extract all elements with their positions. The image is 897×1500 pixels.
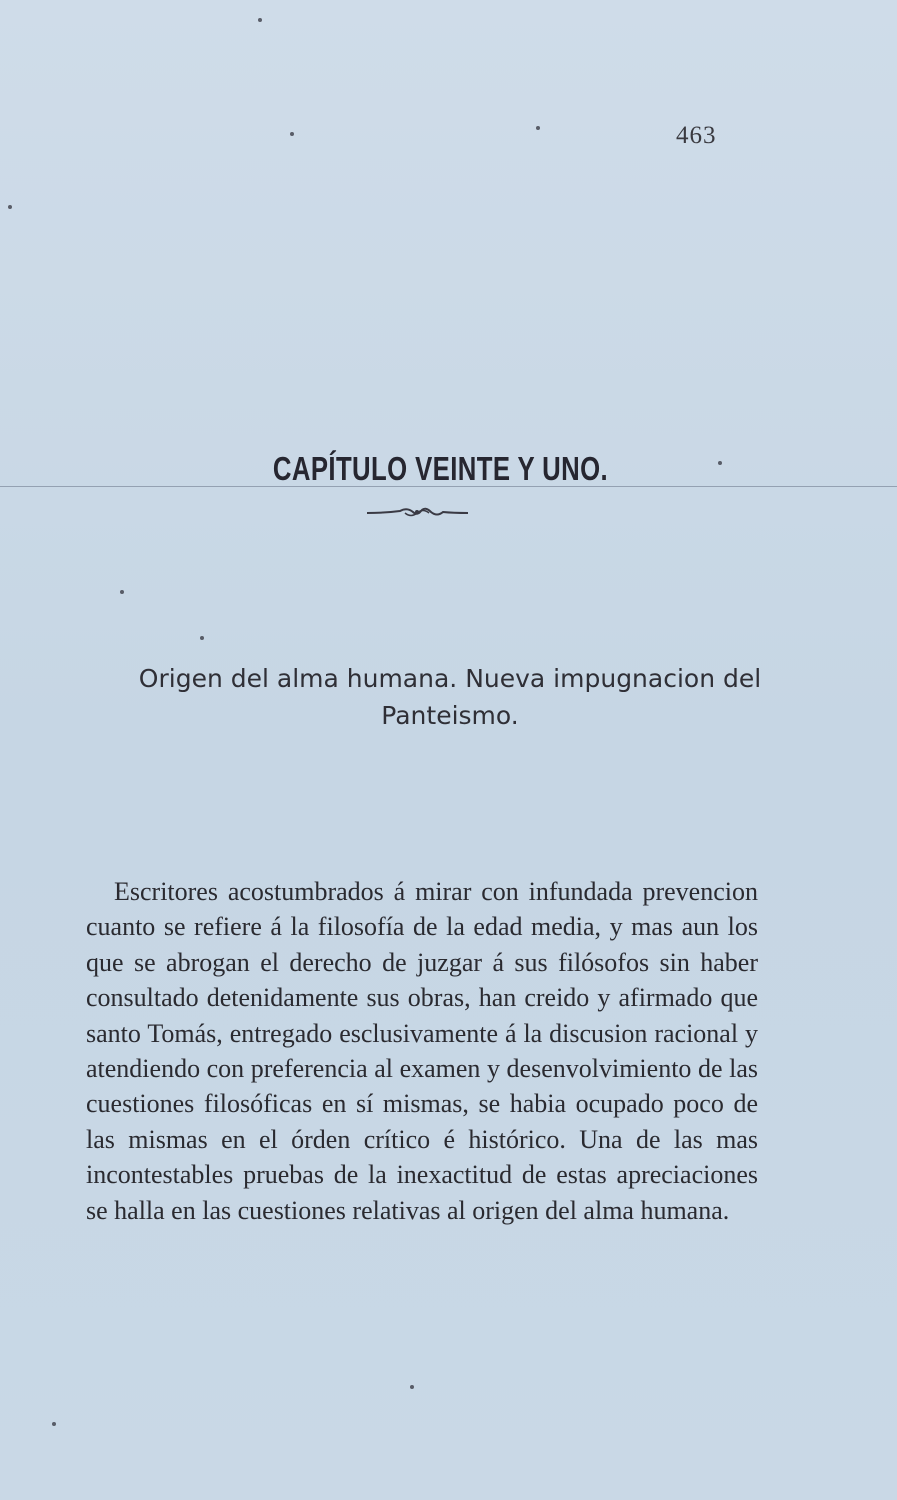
speck xyxy=(258,18,262,22)
page-number: 463 xyxy=(676,122,717,149)
speck xyxy=(410,1385,414,1389)
speck xyxy=(200,636,204,640)
speck xyxy=(120,590,124,594)
speck xyxy=(8,205,12,209)
speck xyxy=(52,1422,56,1426)
speck xyxy=(290,132,294,136)
speck xyxy=(718,461,722,465)
speck xyxy=(536,126,540,130)
chapter-title: CAPÍTULO VEINTE Y UNO. xyxy=(272,450,609,487)
ornament-flourish-icon xyxy=(365,503,470,523)
chapter-subtitle: Origen del alma humana. Nueva impugnacion del Panteismo. xyxy=(138,664,762,730)
body-paragraph: Escritores acostumbrados á mirar con infundada prevencion cuanto se refiere á la filosofía de la edad media, y mas aun los que se abrogan el derecho de juzgar á sus filósofos sin haber consultado detenidamente sus obras, han creido y afirmado que santo Tomás, entregado esclusivamente á la discusion racional y atendiendo con preferencia al examen y desenvolvimiento de las cuestiones filosóficas en sí mismas, se habia ocupado poco de las mismas en el órden crítico é histórico. Una de las mas incontestables pruebas de la inexactitud de estas apreciaciones se halla en las cuestiones relativas al origen del alma humana. xyxy=(86,877,758,1225)
